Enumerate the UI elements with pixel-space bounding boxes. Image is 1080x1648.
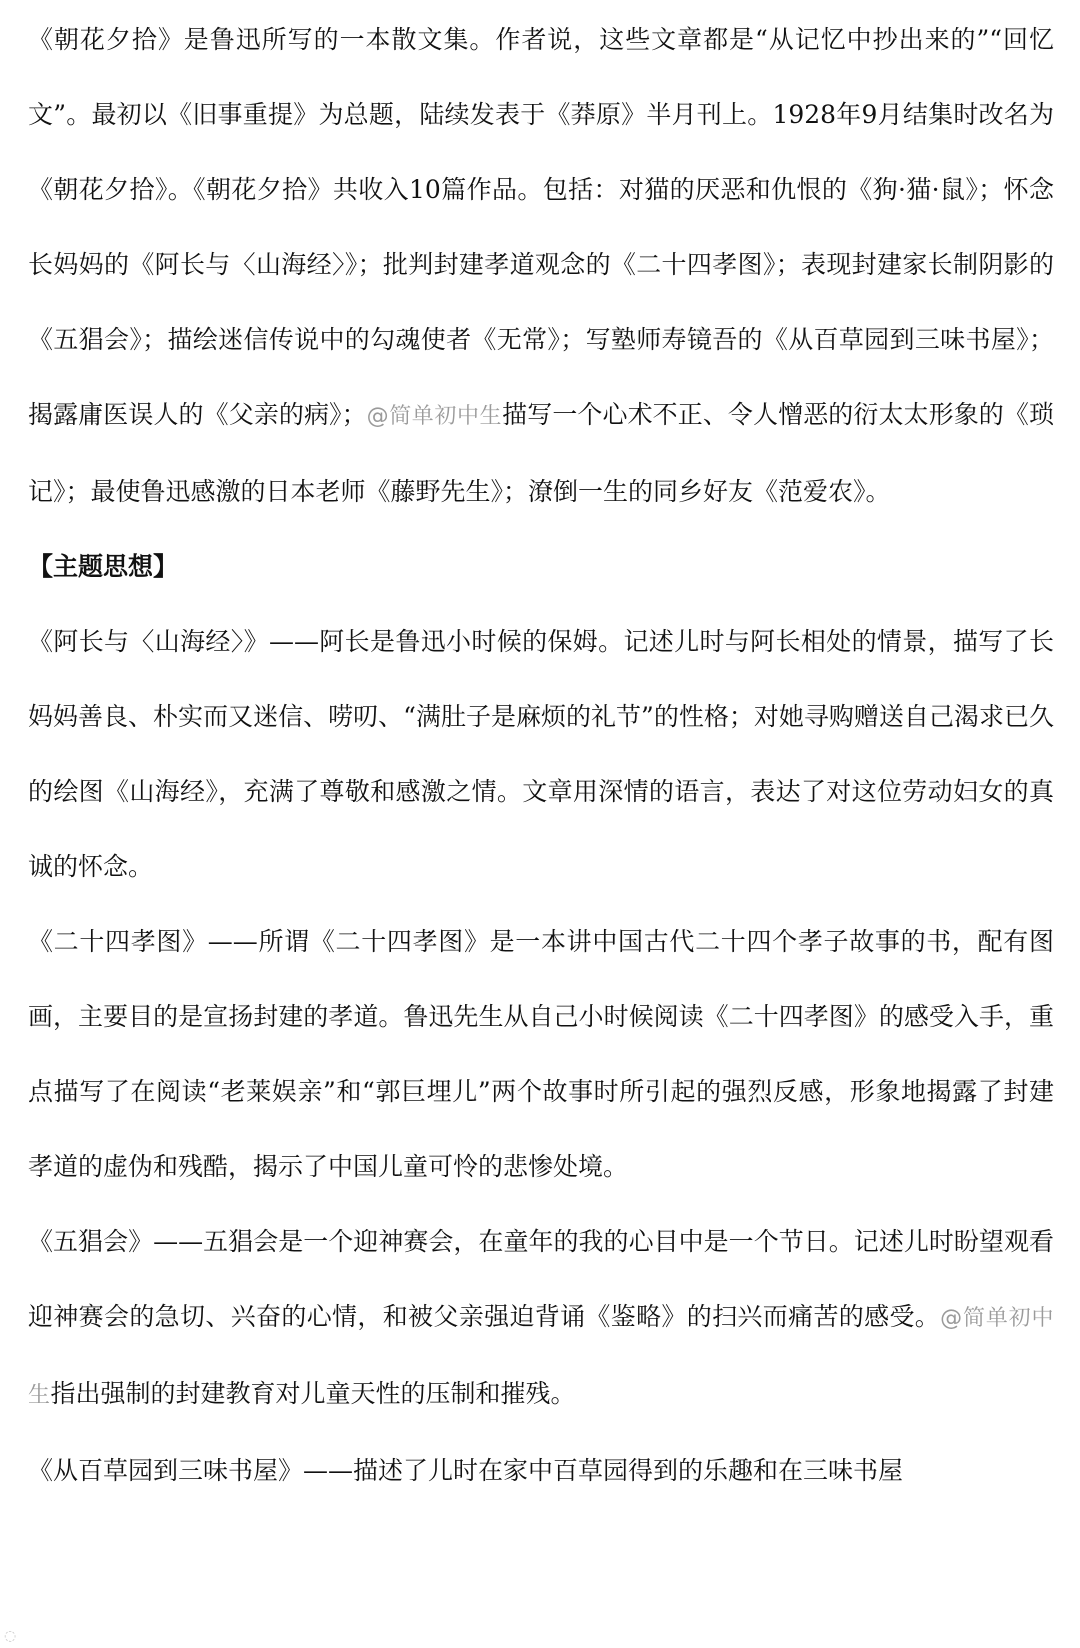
baicao-paragraph: 《从百草园到三味书屋》——描述了儿时在家中百草园得到的乐趣和在三味书屋 xyxy=(28,1456,904,1485)
intro-text: 《朝花夕拾》是鲁迅所写的一本散文集。作者说，这些文章都是“从记忆中抄出来的”“回忆文”。最初以《旧事重提》为总题，陆续发表于《莽原》半月刊上。1928年9月结集时改名为《朝花夕拾》。《朝花夕拾》共收入10篇作品。包括：对猫的厌恶和仇恨的《狗·猫·鼠》；怀念长妈妈的《阿长与〈山海经〉》；批判封建孝道观念的《二十四孝图》；表现封建家长制阴影的《五猖会》；描绘迷信传说中的勾魂使者《无常》；写塾师寿镜吾的《从百草园到三味书屋》；揭露庸医误人的《父亲的病》； xyxy=(28,25,1054,429)
intro-text-after: 描写一个心术不正、令人憎恶的衍太太形象的《琐记》；最使鲁迅感激的日本老师《藤野先生》；潦倒一生的同乡好友《范爱农》。 xyxy=(28,400,1054,506)
ershisi-paragraph: 《二十四孝图》——所谓《二十四孝图》是一本讲中国古代二十四个孝子故事的书，配有图画，主要目的是宣扬封建的孝道。鲁迅先生从自己小时候阅读《二十四孝图》的感受入手，重点描写了在阅读“老莱娱亲”和“郭巨埋儿”两个故事时所引起的强烈反感，形象地揭露了封建孝道的虚伪和残酷，揭示了中国儿童可怜的悲惨处境。 xyxy=(28,927,1054,1181)
section-heading: 【主题思想】 xyxy=(28,552,179,581)
wuchang-text: 《五猖会》——五猖会是一个迎神赛会，在童年的我的心目中是一个节日。记述儿时盼望观看迎神赛会的急切、兴奋的心情，和被父亲强迫背诵《鉴略》的扫兴而痛苦的感受。 xyxy=(28,1227,1054,1331)
wuchang-paragraph xyxy=(28,1204,1054,1433)
watermark-text: @简单初中生 xyxy=(28,1306,1054,1408)
watermark-text: @简单初中生 xyxy=(366,404,503,429)
a-chang-paragraph: 《阿长与〈山海经〉》——阿长是鲁迅小时候的保姆。记述儿时与阿长相处的情景，描写了长妈妈善良、朴实而又迷信、唠叨、“满肚子是麻烦的礼节”的性格；对她寻购赠送自己渴求已久的绘图《山海经》，充满了尊敬和感激之情。文章用深情的语言，表达了对这位劳动妇女的真诚的怀念。 xyxy=(28,627,1054,881)
corner-logo-icon: ◌ xyxy=(4,1628,17,1644)
wuchang-text-after: 指出强制的封建教育对儿童天性的压制和摧残。 xyxy=(50,1379,576,1408)
intro-paragraph xyxy=(28,2,1054,529)
